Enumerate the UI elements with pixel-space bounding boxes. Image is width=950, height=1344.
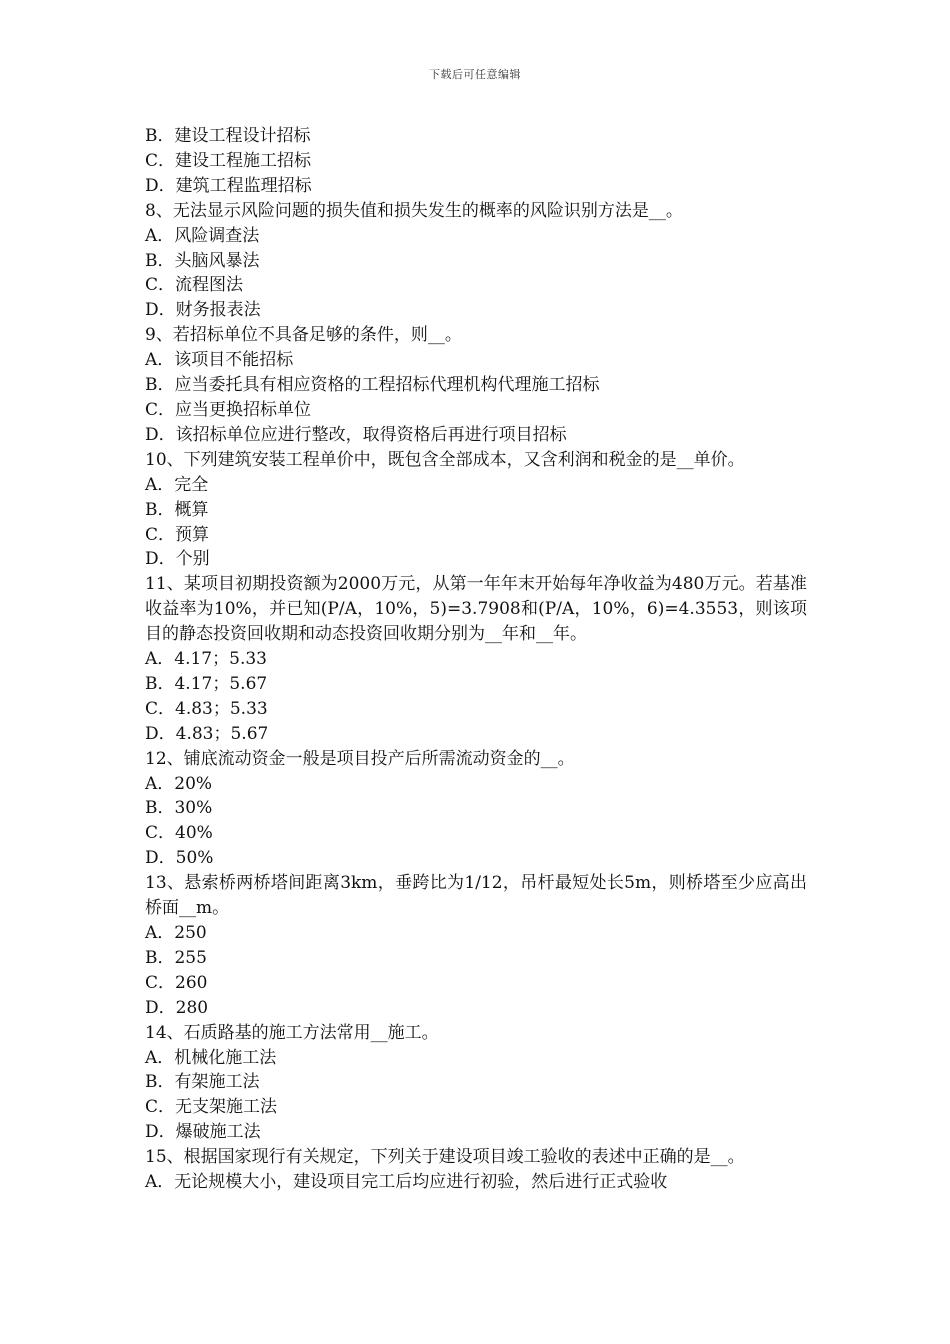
option-line: C．建设工程施工招标 <box>145 150 312 171</box>
option-line: B．建设工程设计招标 <box>145 126 311 146</box>
question-line: 15、根据国家现行有关规定，下列关于建设项目竣工验收的表述中正确的是__。 <box>145 1147 745 1168</box>
option-line: A．250 <box>145 923 207 943</box>
question-paragraph: 13、悬索桥两桥塔间距离3km，垂跨比为1/12，吊杆最短处长5m，则桥塔至少应高出桥面__m。 <box>145 873 807 919</box>
option-line: D．建筑工程监理招标 <box>145 175 312 196</box>
option-line: D．财务报表法 <box>145 300 261 321</box>
option-line: A．20% <box>145 773 213 794</box>
option-line: D．50% <box>145 848 214 869</box>
option-line: B．30% <box>145 798 213 819</box>
option-line: C．预算 <box>145 524 210 545</box>
option-line: D．个别 <box>145 549 210 570</box>
option-line: B．概算 <box>145 499 209 520</box>
option-line: B．头脑风暴法 <box>145 250 260 271</box>
option-line: C．应当更换招标单位 <box>145 399 312 420</box>
question-line: 9、若招标单位不具备足够的条件，则__。 <box>145 325 462 346</box>
option-line: D．4.83；5.67 <box>145 723 269 744</box>
option-line: D．280 <box>145 997 209 1018</box>
document-body <box>145 124 807 1195</box>
question-line: 14、石质路基的施工方法常用__施工。 <box>145 1022 439 1043</box>
option-line: A．无论规模大小，建设项目完工后均应进行初验，然后进行正式验收 <box>145 1172 668 1193</box>
question-line: 10、下列建筑安装工程单价中，既包含全部成本，又含利润和税金的是__单价。 <box>145 449 745 470</box>
option-line: A．机械化施工法 <box>145 1047 277 1068</box>
option-line: C．40% <box>145 823 213 844</box>
option-line: B．255 <box>145 947 207 968</box>
option-line: C．260 <box>145 972 208 993</box>
option-line: D．该招标单位应进行整改，取得资格后再进行项目招标 <box>145 424 567 445</box>
page-header: 下载后可任意编辑 <box>429 68 521 81</box>
option-line: D．爆破施工法 <box>145 1122 261 1143</box>
option-line: B．4.17；5.67 <box>145 673 268 694</box>
option-line: C．流程图法 <box>145 275 244 296</box>
option-line: A．风险调查法 <box>145 225 260 246</box>
option-line: C．4.83；5.33 <box>145 698 268 719</box>
option-line: C．无支架施工法 <box>145 1097 278 1118</box>
option-line: A．完全 <box>145 474 209 495</box>
option-line: A．该项目不能招标 <box>145 350 294 371</box>
question-line: 8、无法显示风险问题的损失值和损失发生的概率的风险识别方法是__。 <box>145 200 683 221</box>
question-line: 12、铺底流动资金一般是项目投产后所需流动资金的__。 <box>145 748 575 769</box>
question-paragraph: 11、某项目初期投资额为2000万元，从第一年年末开始每年净收益为480万元。若基准收益率为10%，并已知(P/A，10%，5)=3.7908和(P/A，10%，6)=4.3553，则该项目的静态投资回收期和动态投资回收期分别为__年和__年。 <box>145 574 807 645</box>
option-line: B．应当委托具有相应资格的工程招标代理机构代理施工招标 <box>145 375 600 396</box>
option-line: A．4.17；5.33 <box>145 649 267 670</box>
option-line: B．有架施工法 <box>145 1072 260 1093</box>
